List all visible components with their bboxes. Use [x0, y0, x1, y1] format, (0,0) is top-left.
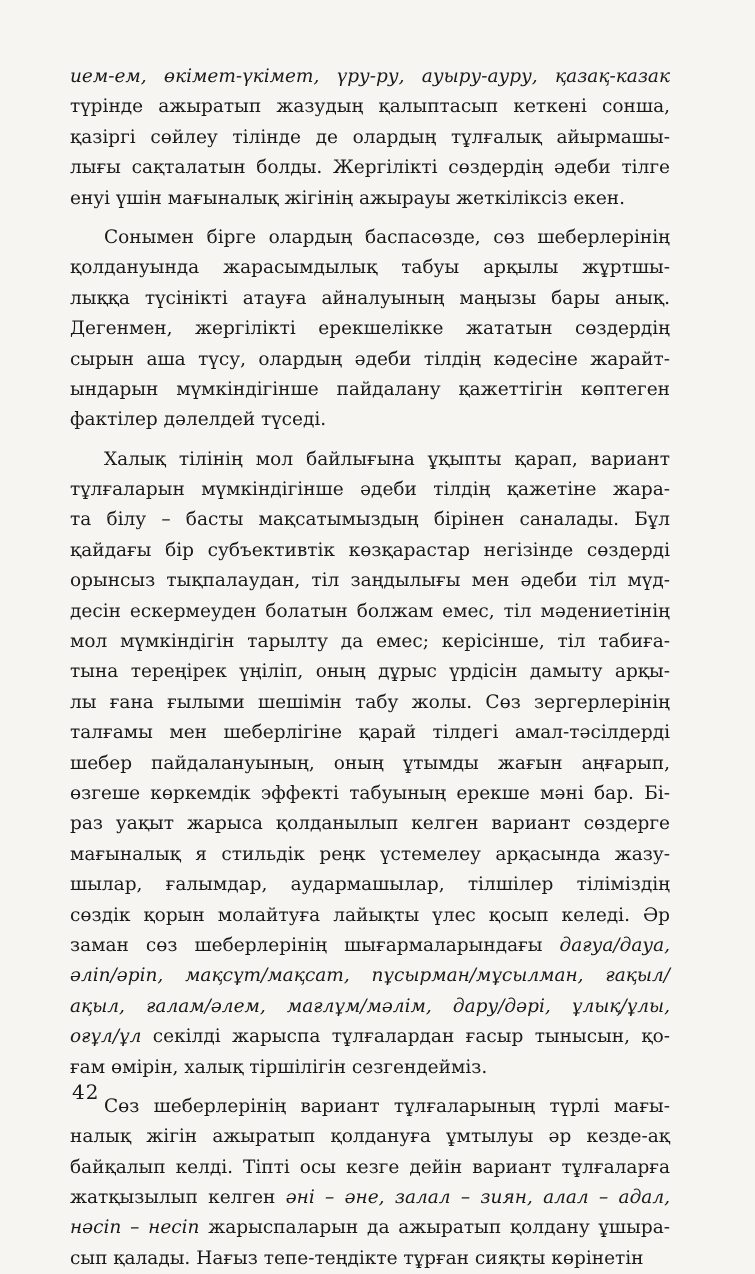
text-segment: Дегенмен, жергілікті ерекшелікке жататын сөздердің — [70, 318, 670, 340]
text-segment: сып қалады. Нағыз тепе-теңдікте тұрған сияқты көрінетін — [70, 1247, 644, 1269]
text-line — [70, 992, 670, 1022]
text-segment: тұлғаларын мүмкіндігінше әдеби тілдің қажетіне жара- — [70, 479, 670, 501]
text-segment: ындарын мүмкіндігінше пайдалану қажеттігін көптеген — [70, 378, 670, 400]
text-line — [70, 375, 670, 405]
text-line — [70, 1153, 670, 1183]
text-segment: өзгеше көркемдік эффекті табуының ерекше мәні бар. Бі- — [70, 782, 670, 804]
text-segment: лығы сақталатын болды. Жергілікті сөздердің әдеби тілге — [70, 157, 670, 179]
text-line — [70, 657, 670, 687]
text-segment: жарыспаларын да ажыратып қолдану ұшыра- — [199, 1217, 670, 1239]
text-segment: Сөз шеберлерінің вариант тұлғаларының түрлі мағы- — [104, 1095, 670, 1117]
text-line — [70, 475, 670, 505]
paragraph — [70, 223, 670, 436]
text-segment: налық жігін ажыратып қолдануға ұмтылуы әр кезде-ақ — [70, 1126, 670, 1148]
text-line — [70, 870, 670, 900]
text-segment: та білу – басты мақсатымыздың бірінен саналады. Бұл — [70, 509, 670, 531]
text-line — [70, 901, 670, 931]
text-line — [70, 961, 670, 991]
body-text — [70, 62, 670, 1274]
text-segment: мағыналық я стильдік реңк үстемелеу арқасында жазу- — [70, 843, 670, 865]
text-line — [70, 597, 670, 627]
text-segment: енуі үшін мағыналық жігінің ажырауы жеткіліксіз екен. — [70, 187, 625, 209]
text-segment: секілді жарыспа тұлғалардан ғасыр тынысын, қо- — [141, 1026, 670, 1048]
text-line — [70, 566, 670, 596]
text-line — [70, 1022, 670, 1052]
text-line — [70, 284, 670, 314]
italic-segment: әліп/әріп, мақсұт/мақсат, пұсырман/мұсылман, ғақыл/ — [70, 965, 670, 987]
text-segment: десін ескермеуден болатын болжам емес, тіл мәдениетінің — [70, 600, 670, 622]
text-line — [70, 153, 670, 183]
page-number: 42 — [72, 1080, 100, 1104]
text-line — [70, 445, 670, 475]
text-line — [70, 1213, 670, 1243]
text-line — [70, 931, 670, 961]
text-segment: заман сөз шеберлерінің шығармаларындағы — [70, 934, 560, 956]
text-line — [70, 1244, 670, 1274]
text-line — [70, 505, 670, 535]
text-line — [70, 1092, 670, 1122]
text-segment: Халық тілінің мол байлығына ұқыпты қарап, вариант — [104, 448, 670, 470]
paragraph — [70, 62, 670, 214]
text-line — [70, 314, 670, 344]
text-line — [70, 840, 670, 870]
text-line — [70, 749, 670, 779]
text-segment: сөздік қорын молайтуға лайықты үлес қосып келеді. Әр — [70, 904, 670, 926]
text-line — [70, 223, 670, 253]
text-segment: лы ғана ғылыми шешімін табу жолы. Сөз зергерлерінің — [70, 691, 670, 713]
italic-segment: оғұл/ұл — [70, 1026, 142, 1048]
text-segment: талғамы мен шеберлігіне қарай тілдегі амал-тәсілдерді — [70, 722, 670, 744]
text-line — [70, 779, 670, 809]
text-line — [70, 536, 670, 566]
text-line — [70, 62, 670, 92]
text-line — [70, 1122, 670, 1152]
text-line — [70, 718, 670, 748]
italic-segment: ием-ем, өкімет-үкімет, үру-ру, ауыру-ауру, қазақ-казак — [70, 66, 670, 87]
text-line — [70, 809, 670, 839]
text-line — [70, 92, 670, 122]
text-segment: тына тереңірек үңіліп, оның дұрыс үрдісін дамыту арқы- — [70, 661, 670, 683]
text-segment: шебер пайдалануының, оның ұтымды жағын аңғарып, — [70, 752, 670, 774]
italic-segment: әні – әне, залал – зиян, алал – адал, — [285, 1187, 670, 1209]
text-line — [70, 688, 670, 718]
text-segment: жатқызылып келген — [70, 1187, 286, 1209]
paragraph — [70, 445, 670, 1083]
text-segment: қайдағы бір субъективтік көзқарастар негізінде сөздерді — [70, 539, 670, 561]
paragraph — [70, 1092, 670, 1274]
text-segment: мол мүмкіндігін тарылту да емес; керісінше, тіл табиға- — [70, 631, 670, 653]
text-segment: раз уақыт жарыса қолданылып келген вариант сөздерге — [70, 813, 670, 835]
text-line — [70, 123, 670, 153]
italic-segment: нәсіп – несіп — [70, 1217, 200, 1239]
text-segment: қазіргі сөйлеу тілінде де олардың тұлғалық айырмашы- — [70, 126, 670, 148]
text-segment: байқалып келді. Тіпті осы кезге дейін вариант тұлғаларға — [70, 1156, 670, 1178]
italic-segment: ақыл, ғалам/әлем, мағлұм/мәлім, дару/дәрі, ұлық/ұлы, — [70, 995, 670, 1017]
text-line — [70, 345, 670, 375]
italic-segment: дағуа/дауа, — [559, 934, 670, 956]
text-segment: лыққа түсінікті атауға айналуының маңызы бары анық. — [70, 287, 670, 309]
text-segment: сырын аша түсу, олардың әдеби тілдің кәдесіне жарайт- — [70, 348, 670, 370]
text-line — [70, 627, 670, 657]
text-segment: шылар, ғалымдар, аудармашылар, тілшілер тіліміздің — [70, 874, 670, 896]
text-line — [70, 1053, 670, 1083]
text-segment: ғам өмірін, халық тіршілігін сезгендейміз. — [70, 1056, 488, 1078]
text-segment: Сонымен бірге олардың баспасөзде, сөз шеберлерінің — [104, 226, 670, 248]
text-line — [70, 405, 670, 435]
text-segment: фактілер дәлелдей түседі. — [70, 409, 327, 431]
text-segment: түрінде ажыратып жазудың қалыптасып кеткені сонша, — [70, 96, 670, 118]
text-line — [70, 184, 670, 214]
text-segment: орынсыз тықпалаудан, тіл заңдылығы мен әдеби тіл мүд- — [70, 570, 670, 592]
text-segment: қолдануында жарасымдылық табуы арқылы жұртшы- — [70, 257, 670, 279]
text-line — [70, 253, 670, 283]
text-line — [70, 1183, 670, 1213]
